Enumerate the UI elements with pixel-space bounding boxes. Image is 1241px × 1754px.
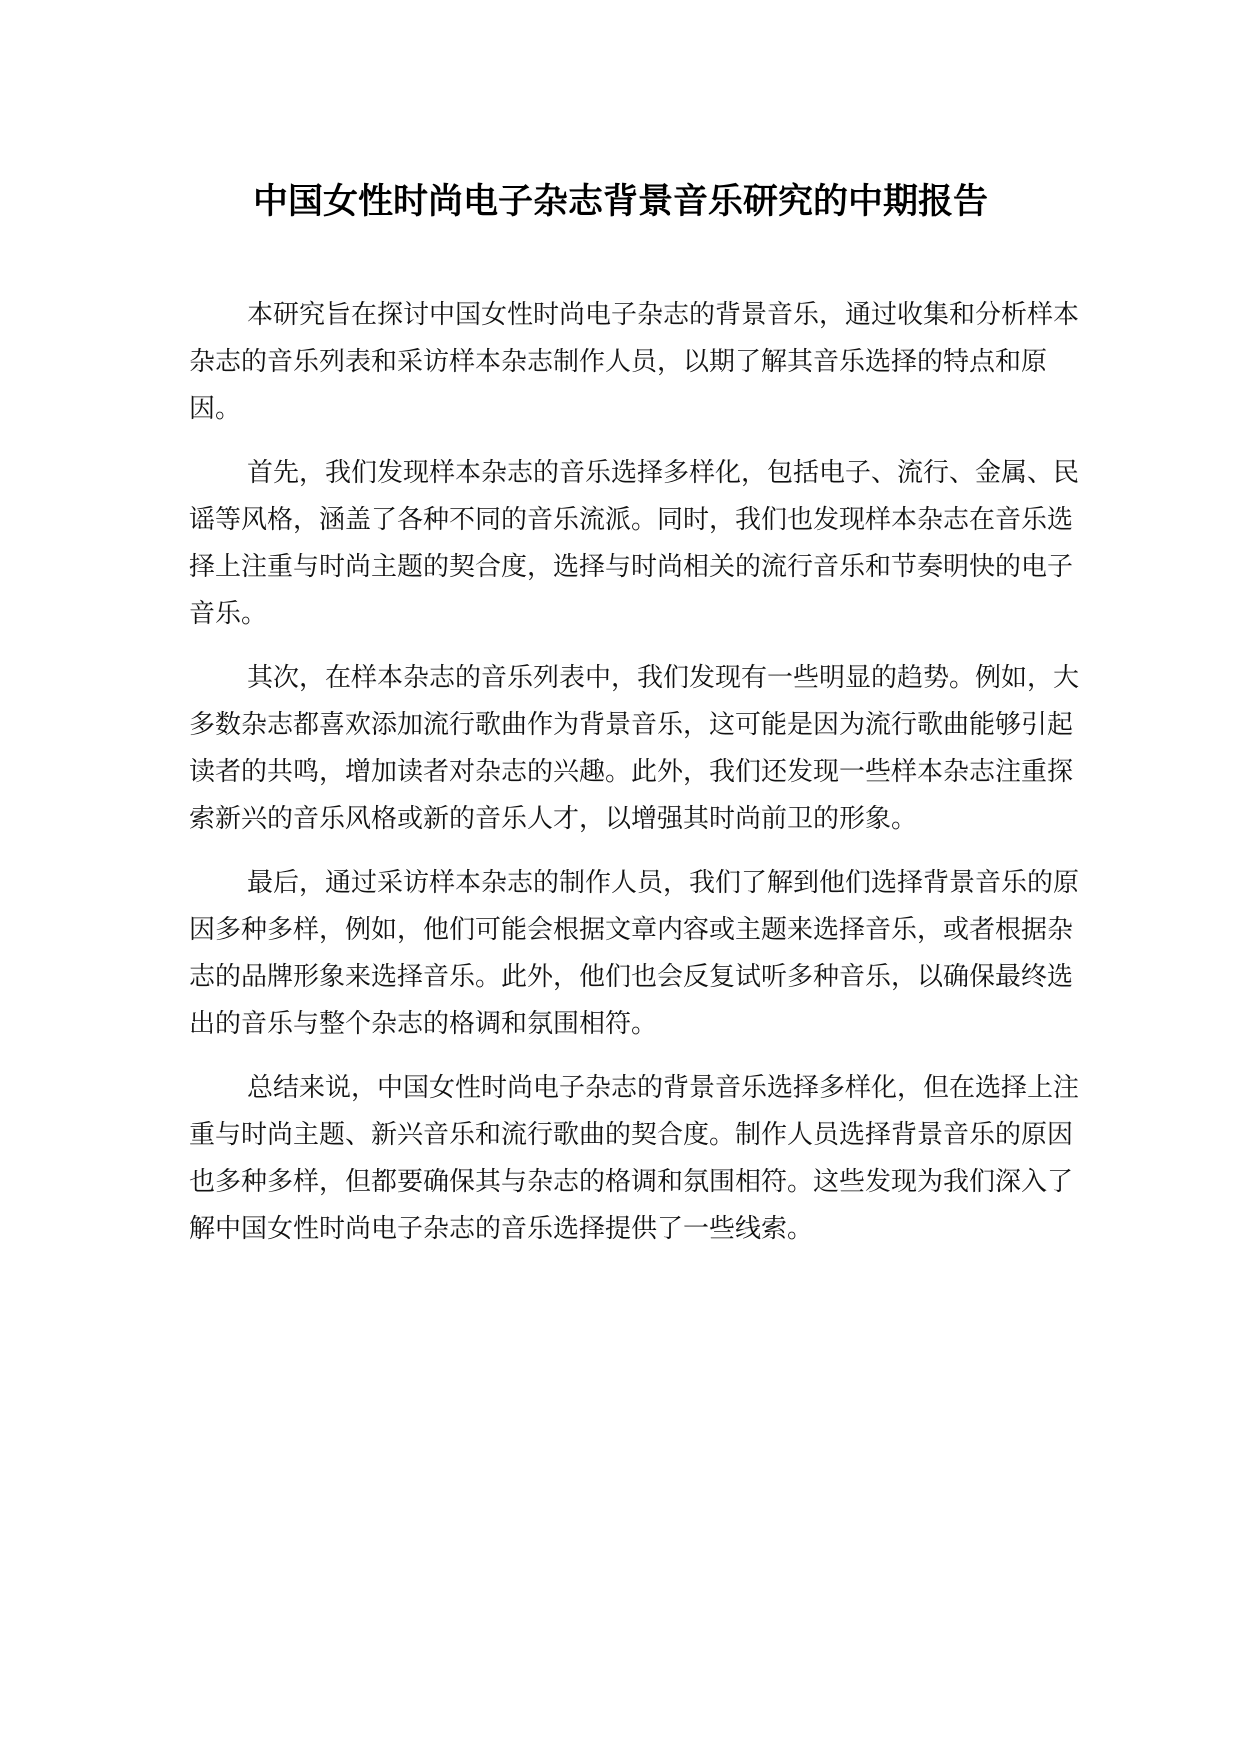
paragraph-second-finding: 其次，在样本杂志的音乐列表中，我们发现有一些明显的趋势。例如，大多数杂志都喜欢添加流行歌曲作为背景音乐，这可能是因为流行歌曲能够引起读者的共鸣，增加读者对杂志的兴趣。此外，我们还发现一些样本杂志注重探索新兴的音乐风格或新的音乐人才，以增强其时尚前卫的形象。 <box>189 663 1080 834</box>
paragraph-conclusion: 总结来说，中国女性时尚电子杂志的背景音乐选择多样化，但在选择上注重与时尚主题、新兴音乐和流行歌曲的契合度。制作人员选择背景音乐的原因也多种多样，但都要确保其与杂志的格调和氛围相符。这些发现为我们深入了解中国女性时尚电子杂志的音乐选择提供了一些线索。 <box>189 1073 1080 1244</box>
paragraph-interview-finding: 最后，通过采访样本杂志的制作人员，我们了解到他们选择背景音乐的原因多种多样，例如，他们可能会根据文章内容或主题来选择音乐，或者根据杂志的品牌形象来选择音乐。此外，他们也会反复试听多种音乐，以确保最终选出的音乐与整个杂志的格调和氛围相符。 <box>189 868 1080 1039</box>
paragraph-first-finding: 首先，我们发现样本杂志的音乐选择多样化，包括电子、流行、金属、民谣等风格，涵盖了各种不同的音乐流派。同时，我们也发现样本杂志在音乐选择上注重与时尚主题的契合度，选择与时尚相关的流行音乐和节奏明快的电子音乐。 <box>189 458 1080 629</box>
document-body <box>189 292 1079 1270</box>
paragraph-intro: 本研究旨在探讨中国女性时尚电子杂志的背景音乐，通过收集和分析样本杂志的音乐列表和采访样本杂志制作人员，以期了解其音乐选择的特点和原因。 <box>189 300 1080 424</box>
document-title: 中国女性时尚电子杂志背景音乐研究的中期报告 <box>252 182 988 222</box>
